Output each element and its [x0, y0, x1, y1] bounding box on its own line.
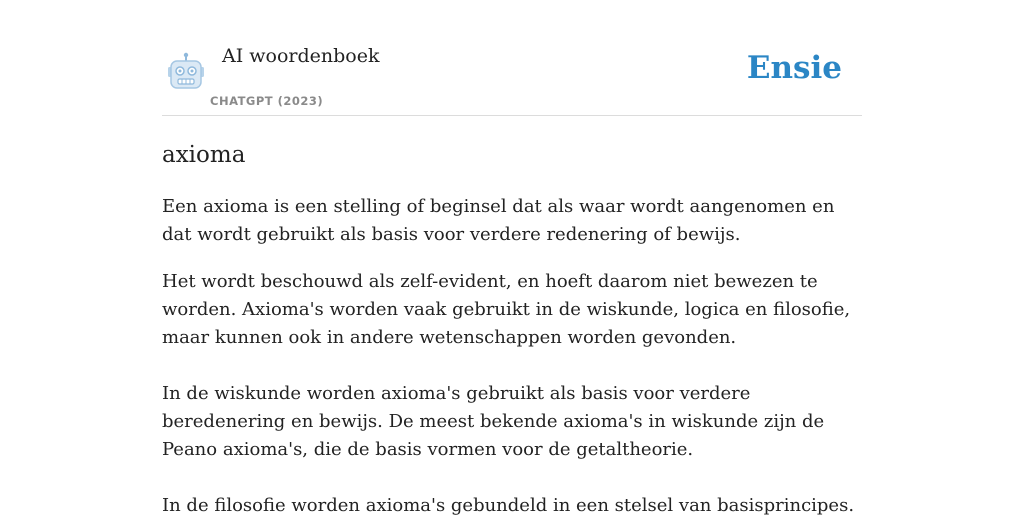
entry-definition [162, 193, 862, 520]
definition-paragraph: Het wordt beschouwd als zelf-evident, en hoeft daarom niet bewezen te worden. Axioma's worden vaak gebruikt in de wiskunde, logica en filosofie, maar kunnen ook in andere wetenschappen worden gevonden. [162, 271, 851, 348]
definition-paragraph: In de filosofie worden axioma's gebundeld in een stelsel van basisprincipes. [162, 495, 855, 516]
source-header [162, 0, 862, 116]
source-title[interactable]: AI woordenboek [222, 45, 380, 67]
brand-logo[interactable]: Ensie [746, 50, 842, 86]
source-meta: CHATGPT (2023) [210, 94, 324, 108]
robot-icon [166, 52, 206, 90]
definition-paragraph: In de wiskunde worden axioma's gebruikt als basis voor verdere beredenering en bewijs. De meest bekende axioma's in wiskunde zijn de Peano axioma's, die de basis vormen voor de getaltheorie. [162, 383, 825, 460]
entry-word: axioma [162, 142, 246, 168]
entry-page [162, 0, 862, 520]
definition-paragraph: Een axioma is een stelling of beginsel dat als waar wordt aangenomen en dat wordt gebruikt als basis voor verdere redenering of bewijs. [162, 196, 835, 245]
